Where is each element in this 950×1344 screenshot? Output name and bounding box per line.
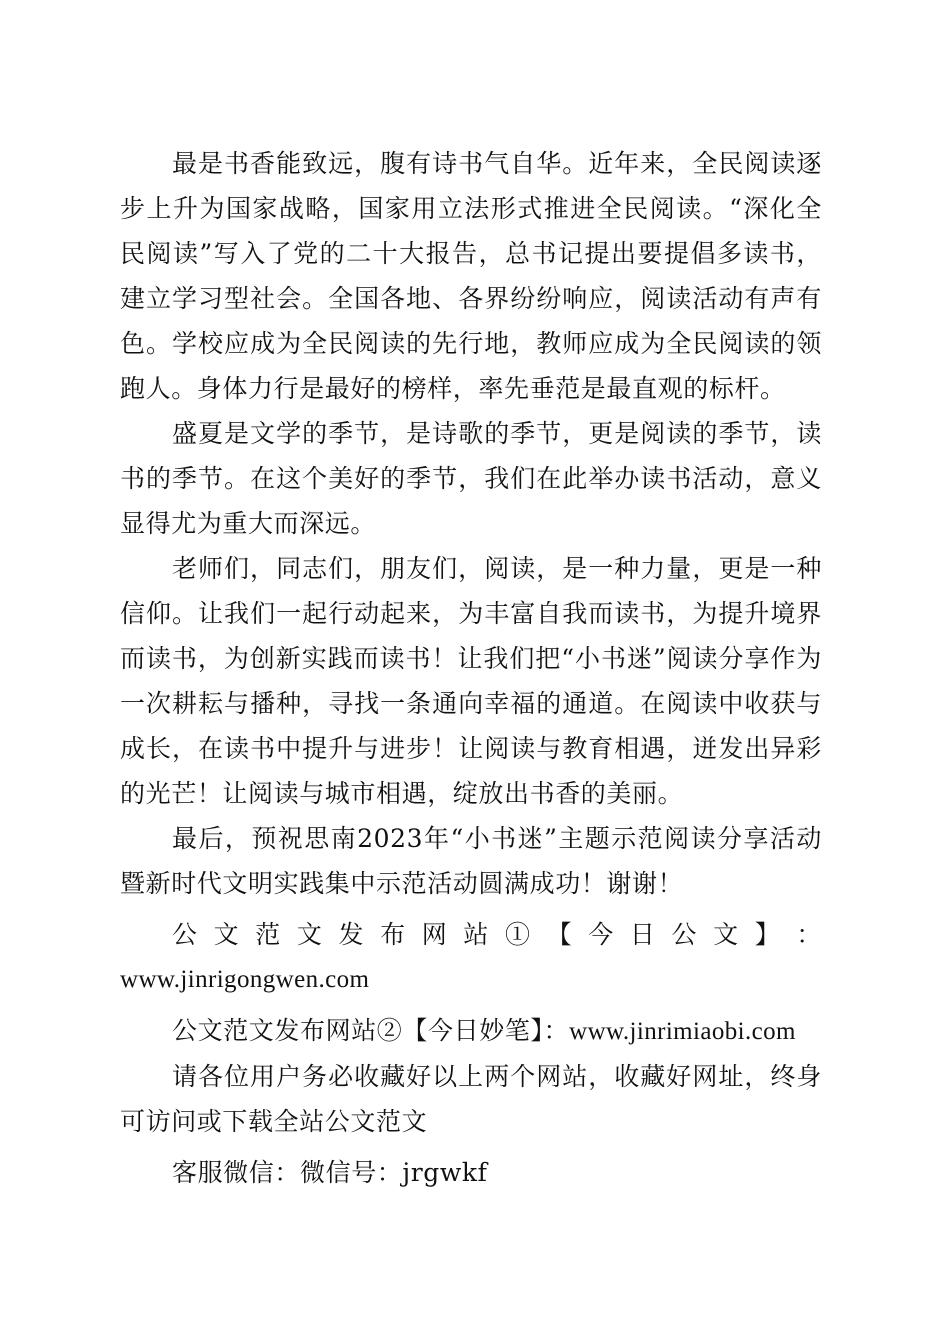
footer-site2-label: 公文范文发布网站②【今日妙笔】： (172, 1016, 570, 1045)
paragraph-call-to-action: 老师们，同志们，朋友们，阅读，是一种力量，更是一种信仰。让我们一起行动起来，为丰富自我而读书，为提升境界而读书，为创新实践而读书！让我们把“小书迷”阅读分享作为一次耕耘与播种，寻找一条通向幸福的通道。在阅读中收获与成长，在读书中提升与进步！让阅读与教育相遇，迸发出异彩的光芒！让阅读与城市相遇，绽放出书香的美丽。 (120, 554, 822, 808)
paragraph-intro: 最是书香能致远，腹有诗书气自华。近年来，全民阅读逐步上升为国家战略，国家用立法形式推进全民阅读。“深化全民阅读”写入了党的二十大报告，总书记提出要提倡多读书，建立学习型社会。全国各地、各界纷纷响应，阅读活动有声有色。学校应成为全民阅读的先行地，教师应成为全民阅读的领跑人。身体力行是最好的榜样，率先垂范是最直观的标杆。 (120, 149, 822, 403)
paragraph-summer: 盛夏是文学的季节，是诗歌的季节，更是阅读的季节，读书的季节。在这个美好的季节，我们在此举办读书活动，意义显得尤为重大而深远。 (120, 419, 822, 538)
footer-site2-url[interactable]: www.jinrimiaobi.com (569, 1018, 796, 1045)
paragraph-closing: 最后，预祝思南2023年“小书迷”主题示范阅读分享活动暨新时代文明实践集中示范活动圆满成功！谢谢！ (120, 824, 822, 898)
footer-notice: 请各位用户务必收藏好以上两个网站，收藏好网址，终身可访问或下载全站公文范文 (120, 1062, 822, 1136)
document-body (120, 141, 822, 1195)
footer-site1-label: 公 文 范 文 发 布 网 站 ① 【 今 日 公 文 】 ： (172, 920, 822, 949)
footer-service: 客服微信：微信号：jrgwkf (172, 1158, 488, 1187)
footer-site1-url[interactable]: www.jinrigongwen.com (120, 966, 370, 993)
footer-site2 (120, 1008, 822, 1054)
